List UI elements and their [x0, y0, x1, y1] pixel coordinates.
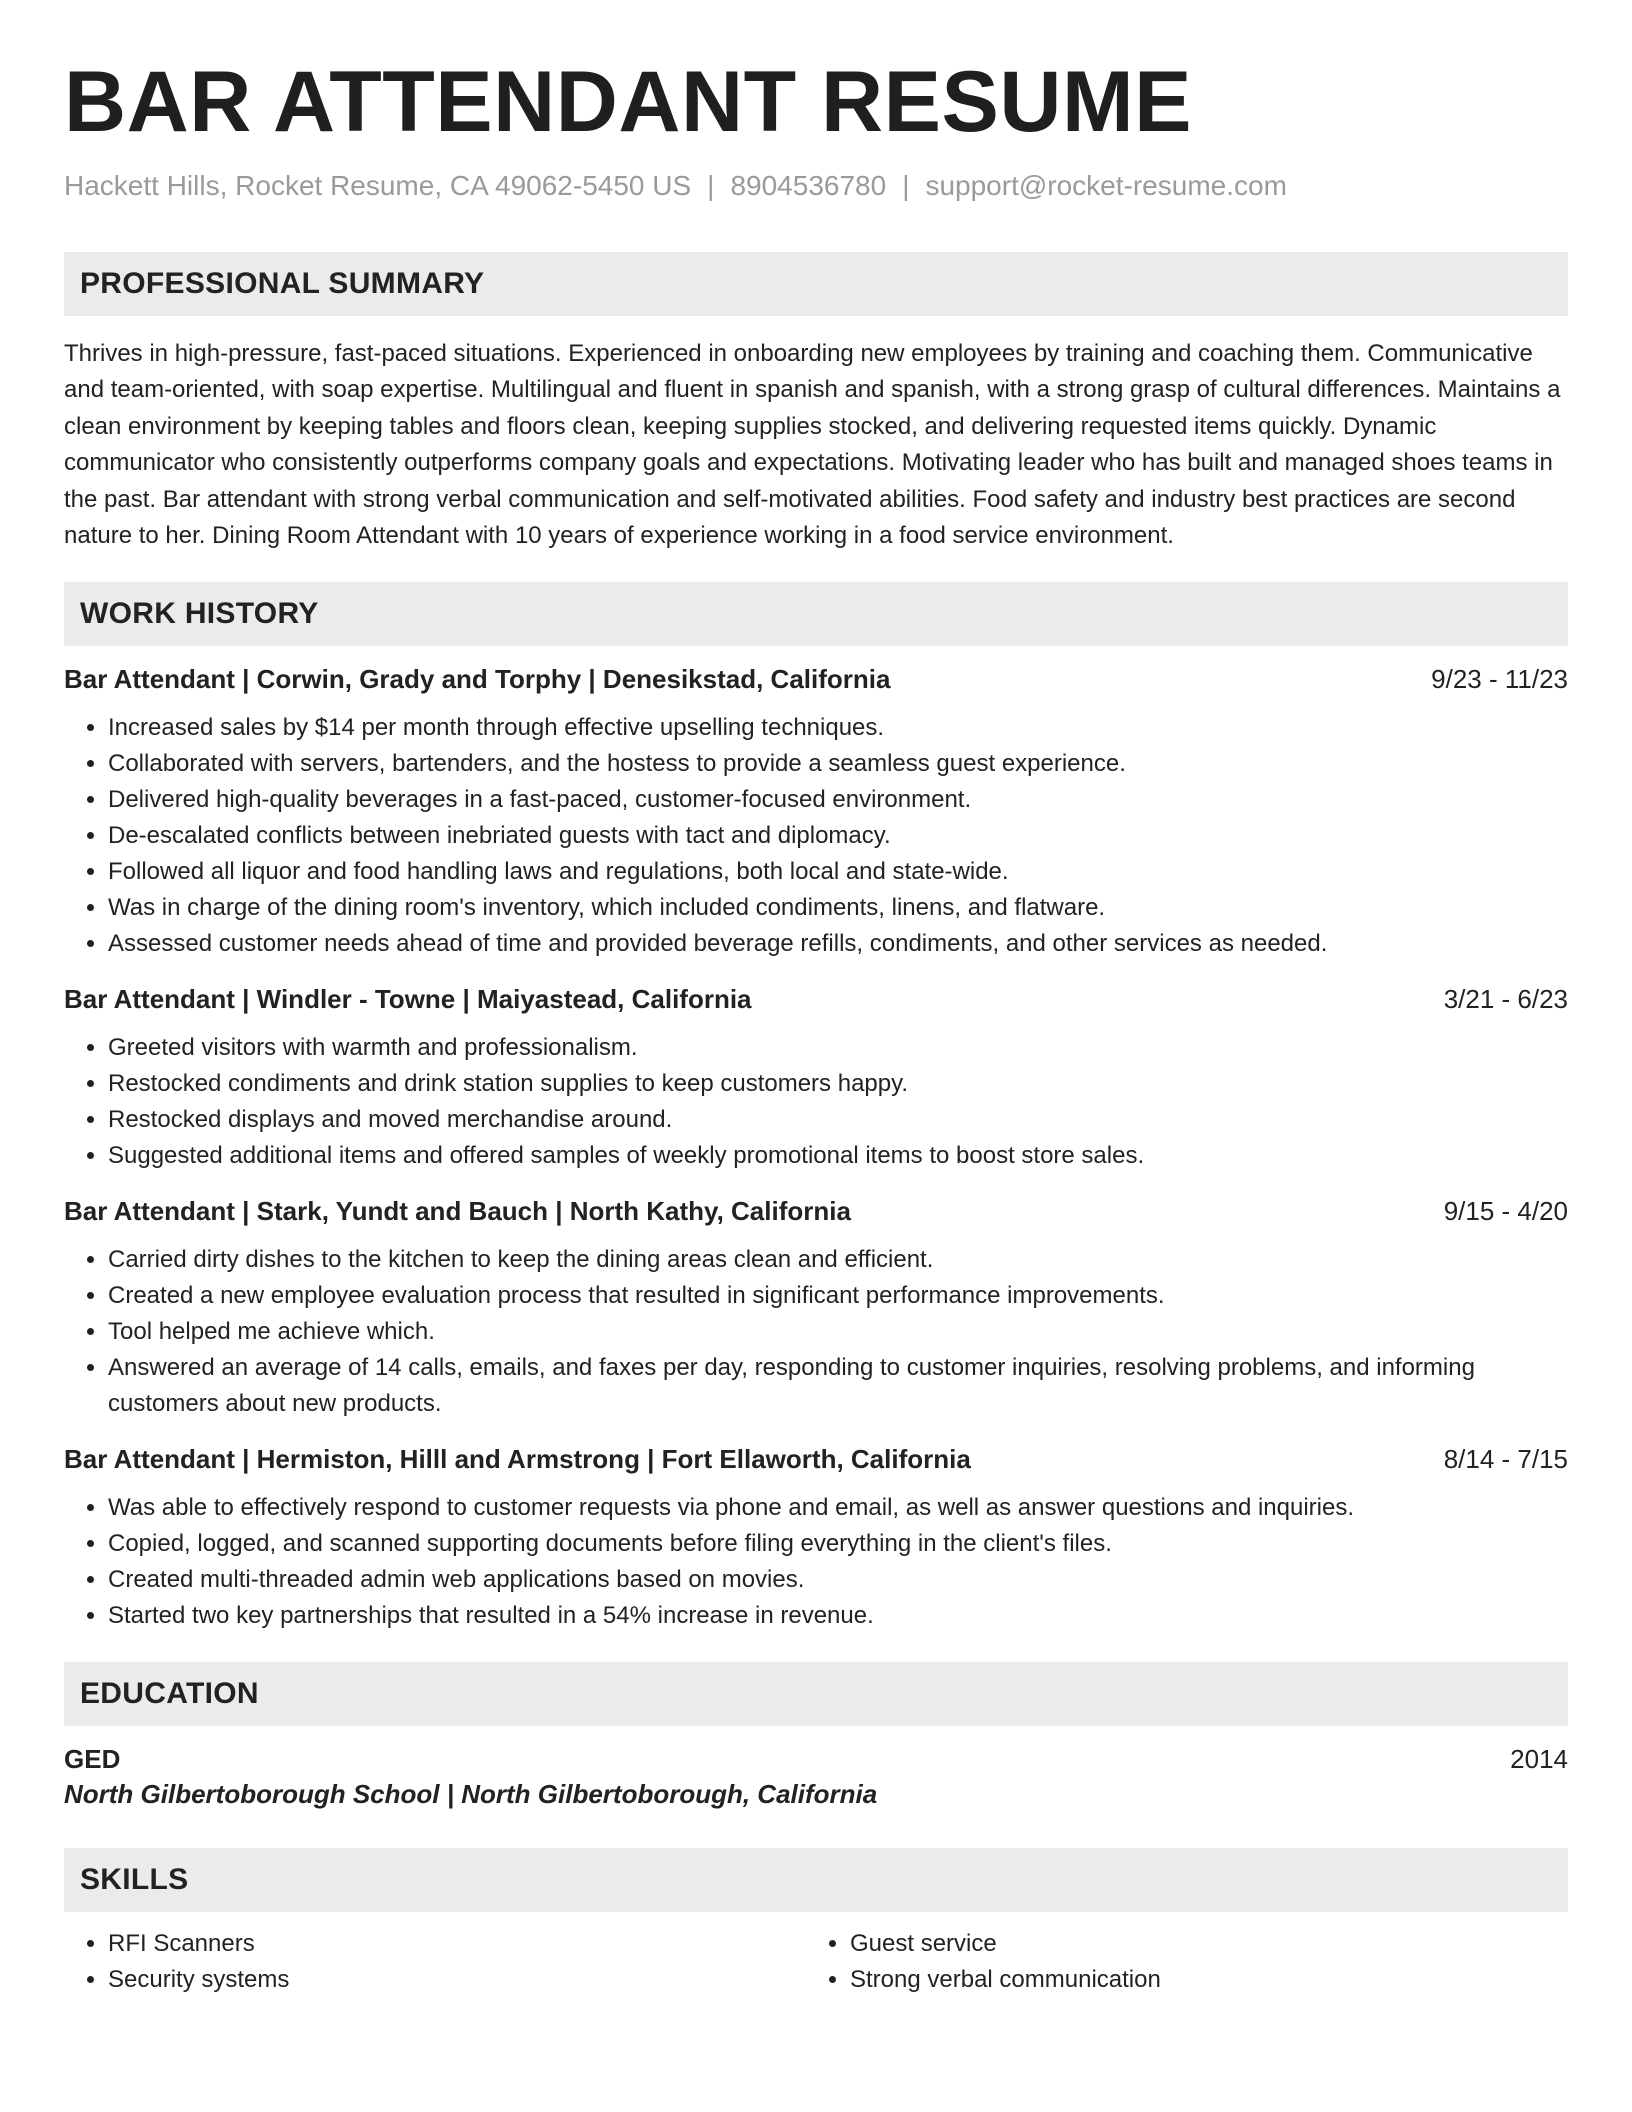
contact-line [64, 168, 1568, 204]
skill-item: • Security systems [108, 1962, 806, 1998]
skill-item: • Guest service [850, 1926, 1548, 1962]
job-bullet: • Followed all liquor and food handling laws and regulations, both local and state-wide. [108, 854, 1568, 890]
job-title: Bar Attendant | Corwin, Grady and Torphy | Denesikstad, California [64, 664, 891, 695]
job-bullets [64, 710, 1568, 962]
job-header [64, 1442, 1568, 1476]
job-bullet: • De-escalated conflicts between inebriated guests with tact and diplomacy. [108, 818, 1568, 854]
job-title: Bar Attendant | Hermiston, Hilll and Armstrong | Fort Ellaworth, California [64, 1444, 971, 1475]
job-header [64, 1194, 1568, 1228]
job-bullet: • Copied, logged, and scanned supporting documents before filing everything in the client's files. [108, 1526, 1568, 1562]
job-dates: 9/15 - 4/20 [1443, 1196, 1568, 1227]
section-heading-work-history: WORK HISTORY [64, 582, 1568, 646]
education-row [64, 1742, 1568, 1776]
education-degree: GED [64, 1744, 121, 1775]
job-bullet: • Suggested additional items and offered samples of weekly promotional items to boost store sales. [108, 1138, 1568, 1174]
job-bullet: • Was in charge of the dining room's inventory, which included condiments, linens, and flatware. [108, 890, 1568, 926]
skills-grid [64, 1926, 1568, 1998]
job-bullet: • Was able to effectively respond to customer requests via phone and email, as well as answer questions and inquiries. [108, 1490, 1568, 1526]
job-dates: 8/14 - 7/15 [1443, 1444, 1568, 1475]
job-bullet: • Answered an average of 14 calls, emails, and faxes per day, responding to customer inquiries, resolving problems, and informing customers about new products. [108, 1350, 1568, 1422]
job-bullet: • Carried dirty dishes to the kitchen to keep the dining areas clean and efficient. [108, 1242, 1568, 1278]
job-entry [64, 1194, 1568, 1422]
job-bullet: • Created a new employee evaluation process that resulted in significant performance improvements. [108, 1278, 1568, 1314]
job-bullet: • Assessed customer needs ahead of time and provided beverage refills, condiments, and other services as needed. [108, 926, 1568, 962]
job-title: Bar Attendant | Stark, Yundt and Bauch | North Kathy, California [64, 1196, 851, 1227]
job-bullet: • Restocked displays and moved merchandise around. [108, 1102, 1568, 1138]
job-bullet: • Greeted visitors with warmth and professionalism. [108, 1030, 1568, 1066]
job-bullets [64, 1242, 1568, 1422]
section-heading-education: EDUCATION [64, 1662, 1568, 1726]
section-heading-skills: SKILLS [64, 1848, 1568, 1912]
job-dates: 9/23 - 11/23 [1431, 664, 1568, 695]
job-title: Bar Attendant | Windler - Towne | Maiyastead, California [64, 984, 752, 1015]
job-bullet: • Restocked condiments and drink station supplies to keep customers happy. [108, 1066, 1568, 1102]
job-bullets [64, 1490, 1568, 1634]
skill-item: • Strong verbal communication [850, 1962, 1548, 1998]
job-bullet: • Delivered high-quality beverages in a fast-paced, customer-focused environment. [108, 782, 1568, 818]
job-dates: 3/21 - 6/23 [1443, 984, 1568, 1015]
skills-column-right [806, 1926, 1548, 1998]
contact-separator: | [902, 170, 910, 201]
skills-column-left [64, 1926, 806, 1998]
job-entry [64, 982, 1568, 1174]
job-bullet: • Collaborated with servers, bartenders, and the hostess to provide a seamless guest experience. [108, 746, 1568, 782]
section-heading-summary: PROFESSIONAL SUMMARY [64, 252, 1568, 316]
job-bullet: • Increased sales by $14 per month through effective upselling techniques. [108, 710, 1568, 746]
education-school: North Gilbertoborough School | North Gilbertoborough, California [64, 1779, 878, 1810]
job-bullet: • Started two key partnerships that resulted in a 54% increase in revenue. [108, 1598, 1568, 1634]
job-header [64, 662, 1568, 696]
summary-text: Thrives in high-pressure, fast-paced situations. Experienced in onboarding new employees by training and coaching them. Communicative and team-oriented, with soap expertise. Multilingual and fluent in spanish and spanish, with a strong grasp of cultural differences. Maintains a clean environment by keeping tables and floors clean, keeping supplies stocked, and delivering requested items quickly. Dynamic communicator who consistently outperforms company goals and expectations. Motivating leader who has built and managed shoes teams in the past. Bar attendant with strong verbal communication and self-motivated abilities. Food safety and industry best practices are second nature to her. Dining Room Attendant with 10 years of experience working in a food service environment. [64, 340, 1561, 550]
contact-phone: 8904536780 [730, 170, 887, 201]
job-bullet: • Tool helped me achieve which. [108, 1314, 1568, 1350]
contact-email: support@rocket-resume.com [925, 170, 1287, 201]
job-bullets [64, 1030, 1568, 1174]
skill-item: • RFI Scanners [108, 1926, 806, 1962]
education-year: 2014 [1510, 1744, 1568, 1775]
job-header [64, 982, 1568, 1016]
resume-title: BAR ATTENDANT RESUME [64, 54, 1192, 150]
contact-separator: | [707, 170, 715, 201]
job-bullet: • Created multi-threaded admin web applications based on movies. [108, 1562, 1568, 1598]
job-entry [64, 662, 1568, 962]
job-entry [64, 1442, 1568, 1634]
contact-address: Hackett Hills, Rocket Resume, CA 49062-5450 US [64, 170, 692, 201]
resume-page [64, 0, 1568, 1998]
